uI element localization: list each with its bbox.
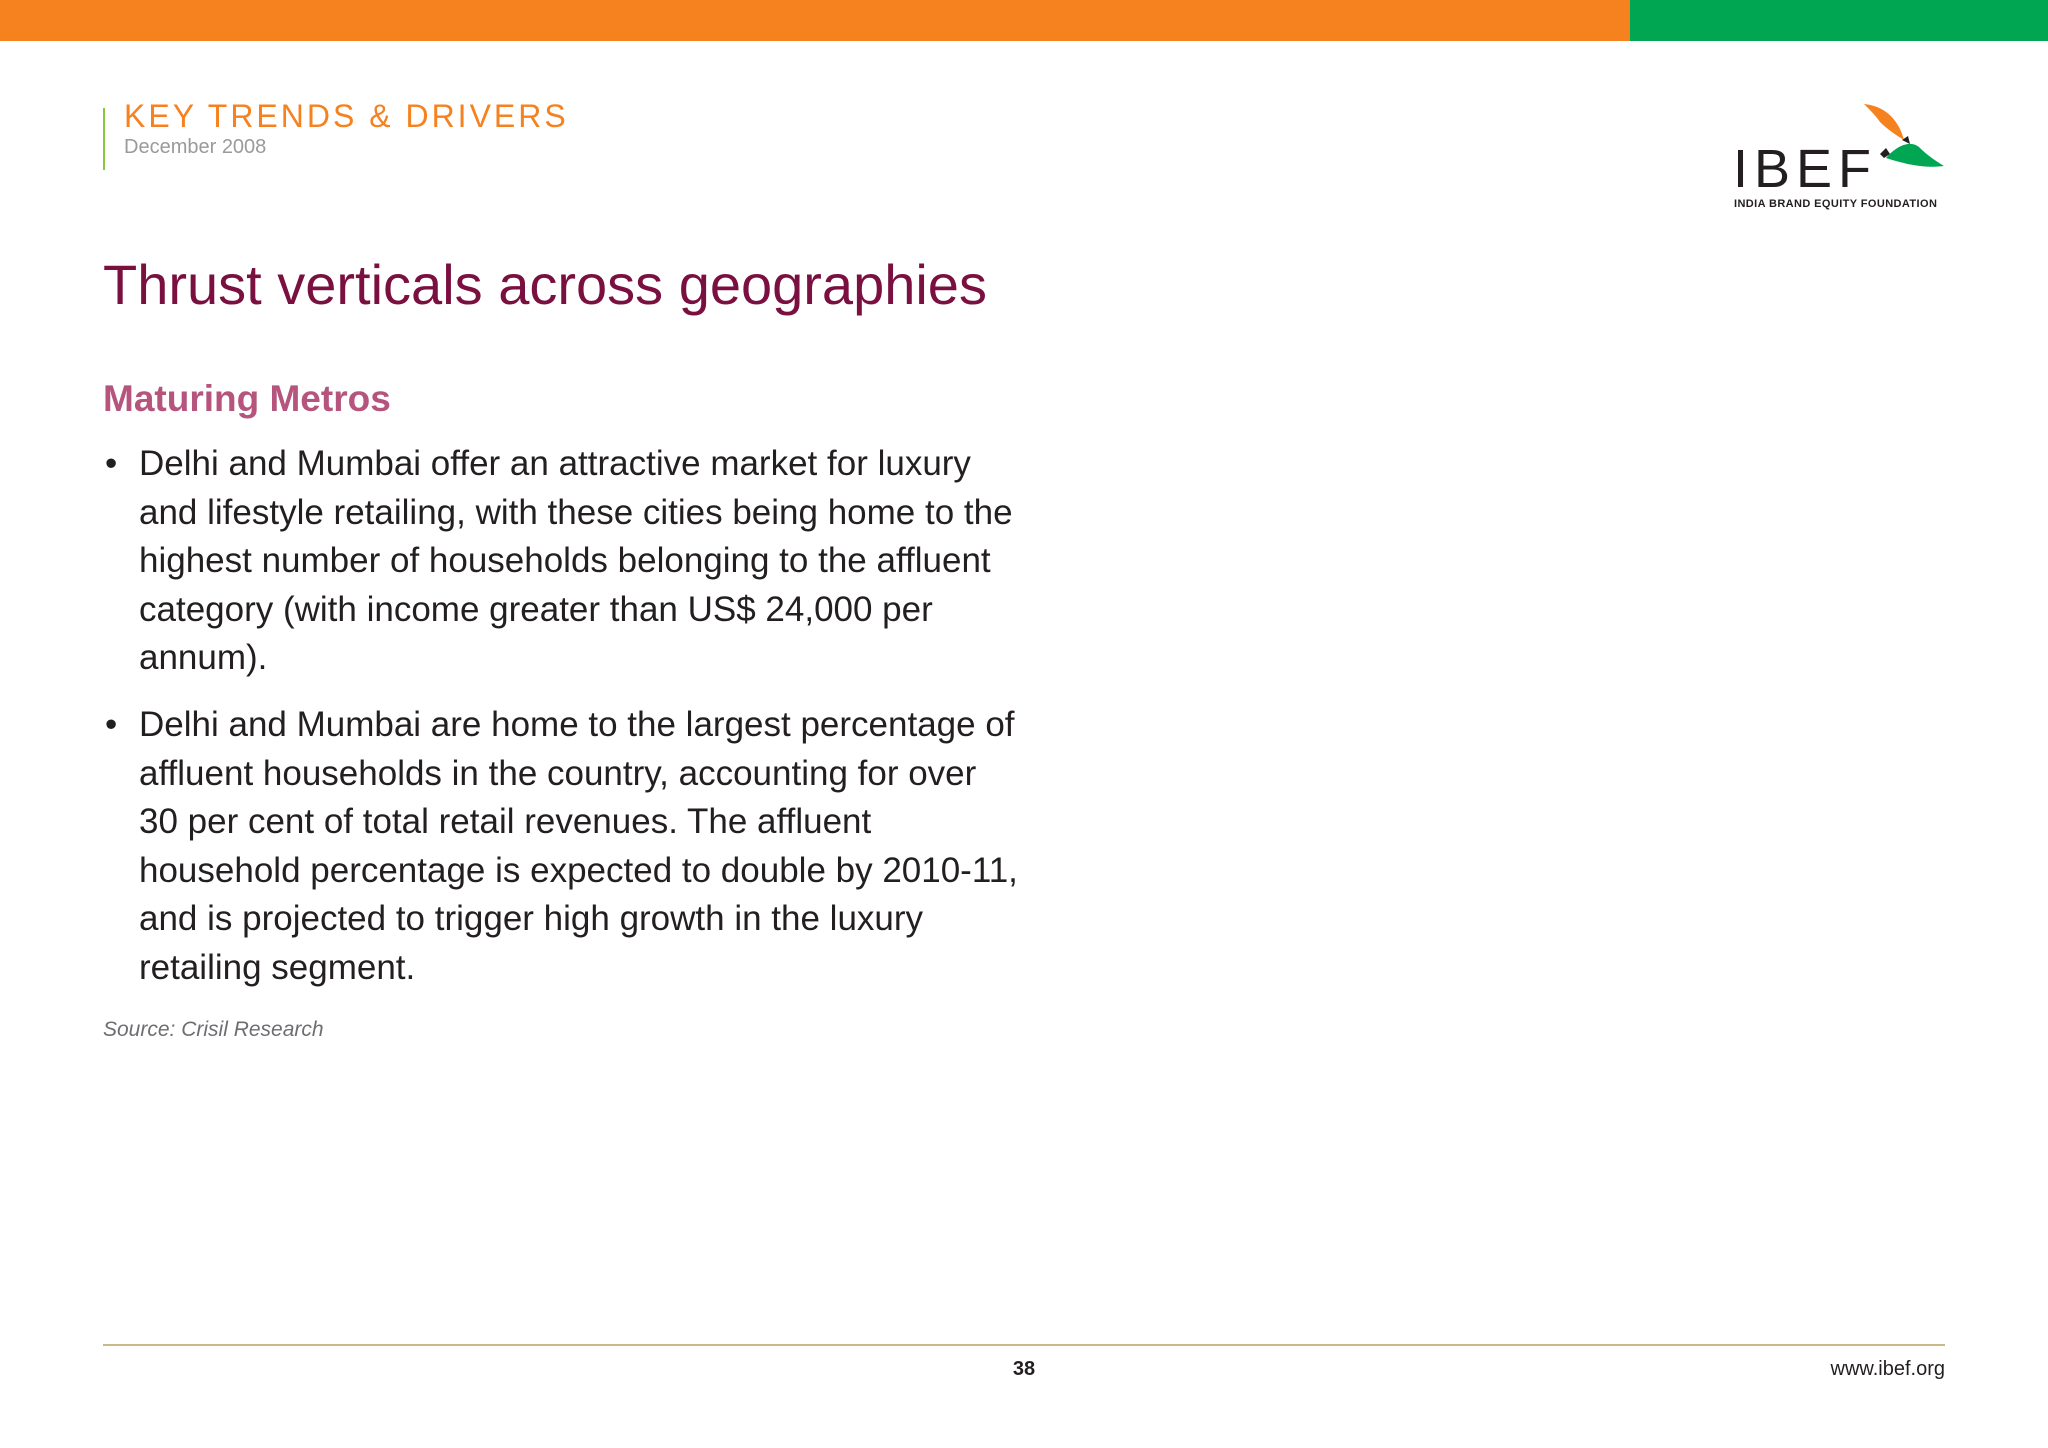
top-bar-orange xyxy=(0,0,1630,41)
bullet-dot-icon: • xyxy=(105,704,118,744)
bullet-text: Delhi and Mumbai are home to the largest percentage of affluent households in the country, accounting for over 30 per cent of total retail revenues. The affluent household percentage is expected to double by 2010-11, and is projected to trigger high growth in the luxury retailing segment. xyxy=(139,704,1018,987)
source-note: Source: Crisil Research xyxy=(103,1018,324,1041)
bird-logo-icon xyxy=(1846,100,1946,180)
footer-divider xyxy=(103,1344,1945,1346)
bullet-text: Delhi and Mumbai offer an attractive market for luxury and lifestyle retailing, with these cities being home to the highest number of households belonging to the affluent category (with income greater than US$ 24,000 per annum). xyxy=(139,444,1013,678)
bullet-item xyxy=(103,701,1023,993)
logo-tagline: INDIA BRAND EQUITY FOUNDATION xyxy=(1734,198,1938,210)
section-title: KEY TRENDS & DRIVERS xyxy=(124,98,569,134)
sub-heading: Maturing Metros xyxy=(103,378,391,419)
page-title: Thrust verticals across geographies xyxy=(103,253,987,316)
section-divider xyxy=(103,108,105,170)
section-date: December 2008 xyxy=(124,136,267,158)
bullet-dot-icon: • xyxy=(105,444,118,483)
bullet-item xyxy=(103,440,1023,683)
bullet-list xyxy=(103,440,1023,1011)
page-number: 38 xyxy=(1012,1358,1036,1380)
top-bar-green xyxy=(1630,0,2048,41)
logo-wordmark: IBEF xyxy=(1733,139,1878,199)
footer-url-link[interactable]: www.ibef.org xyxy=(1830,1358,1945,1380)
top-color-bar xyxy=(0,0,2048,41)
ibef-logo xyxy=(1733,100,1945,212)
